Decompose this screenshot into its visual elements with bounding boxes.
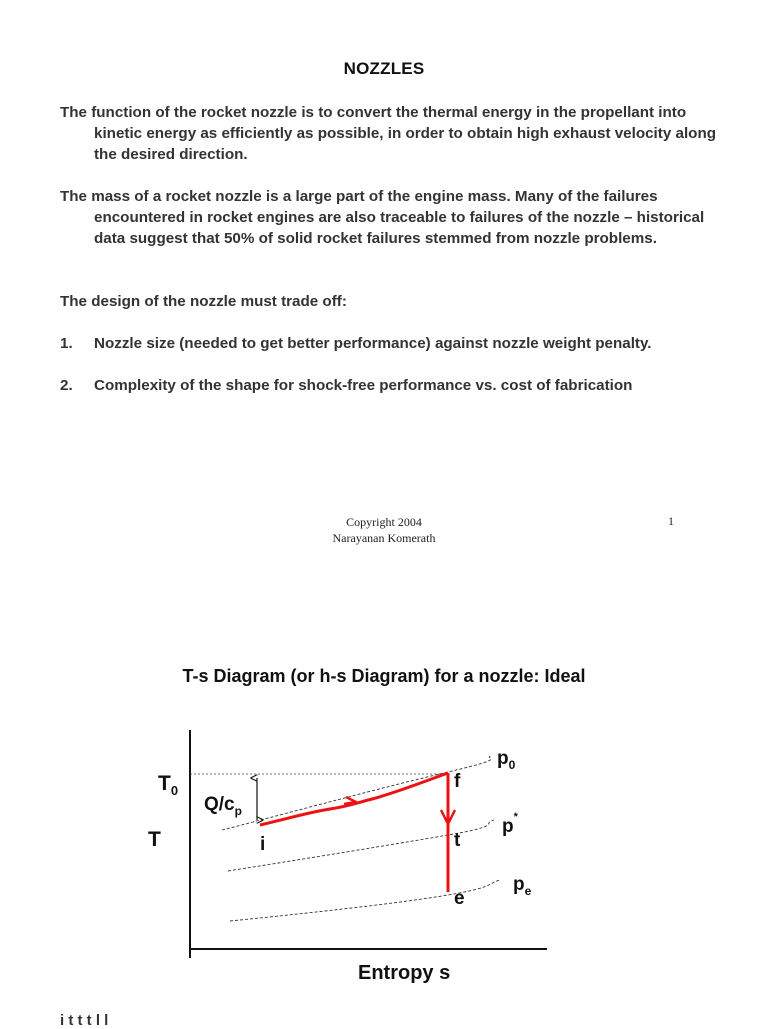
diagram-title: T-s Diagram (or h-s Diagram) for a nozzle: Ideal [182, 666, 586, 686]
list-text: Nozzle size (needed to get better performance) against nozzle weight penalty. [94, 335, 652, 352]
list-item-2 [60, 375, 700, 396]
x-axis-label: Entropy s [358, 962, 451, 984]
qcp-label: $Q/c_p$ [204, 794, 242, 818]
partial-bottom-text: i t t t l l [60, 1012, 109, 1029]
point-e-label: e [454, 888, 465, 909]
paragraph-mass: The mass of a rocket nozzle is a large part of the engine mass. Many of the failures encountered in rocket engines are also traceable to failures of the nozzle – historical data suggest that 50% of solid rocket failures stemmed from nozzle problems. [60, 188, 705, 247]
t-axis-label: T [148, 828, 161, 851]
footer-author: Narayanan Komerath [332, 531, 436, 545]
t0-label: $T_0$ [158, 772, 179, 798]
point-f-label: f [454, 771, 461, 792]
page-title: NOZZLES [343, 59, 425, 78]
pe-label: $p_e$ [513, 874, 532, 898]
heating-process-line [260, 773, 448, 825]
p0-label: $p_0$ [497, 748, 516, 772]
ts-diagram [0, 700, 768, 1000]
paragraph-trade-off: The design of the nozzle must trade off: [60, 293, 347, 310]
list-number: 1. [60, 335, 73, 352]
paragraph-function: The function of the rocket nozzle is to convert the thermal energy in the propellant into kinetic energy as efficiently as possible, in order to obtain high exhaust velocity along the desired direction. [60, 104, 716, 163]
list-text: Complexity of the shape for shock-free performance vs. cost of fabrication [94, 377, 633, 394]
point-i-label: i [260, 834, 266, 855]
point-t-label: t [454, 830, 461, 851]
page-number: 1 [668, 514, 674, 528]
heating-arrow-icon [344, 797, 356, 804]
list-item-1 [60, 333, 700, 354]
list-number: 2. [60, 377, 73, 394]
footer-copyright: Copyright 2004 [346, 515, 422, 529]
pstar-label: p* [502, 811, 518, 837]
